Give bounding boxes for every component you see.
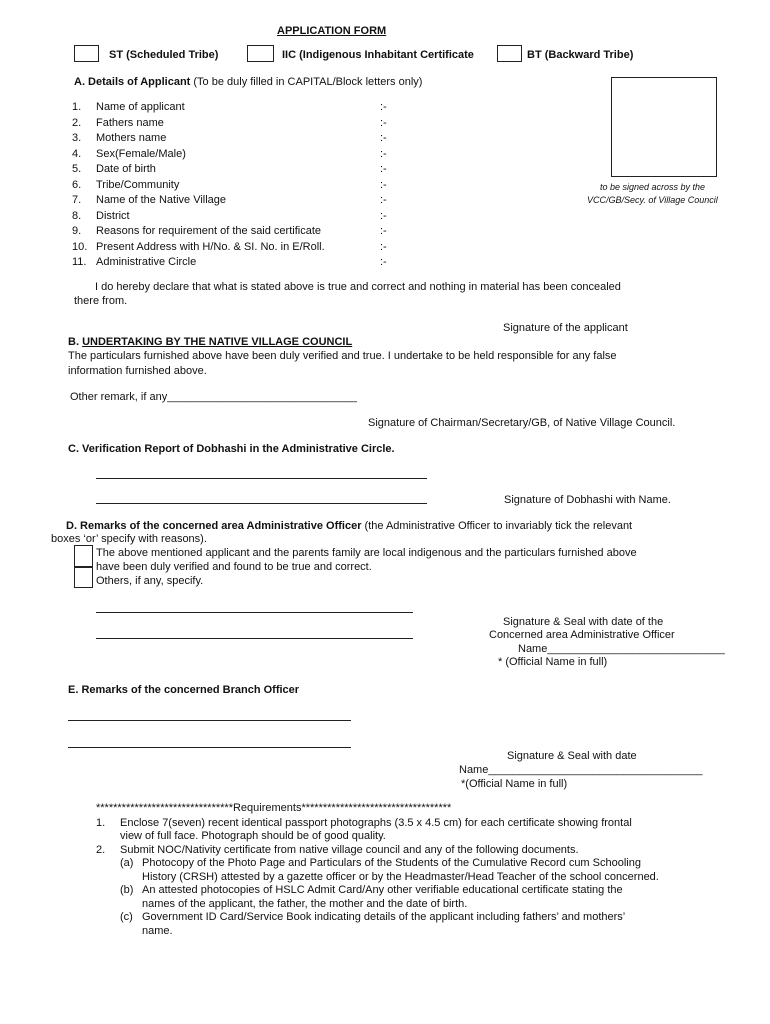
officer-name-field[interactable]: Name_____________________________ — [518, 643, 725, 655]
field-num: 7. — [72, 194, 82, 206]
field-num: 5. — [72, 163, 82, 175]
branch-remark-line-2[interactable] — [68, 747, 351, 748]
field-num: 8. — [72, 209, 82, 222]
field-sep: :- — [380, 209, 387, 222]
field-row[interactable] — [72, 101, 387, 117]
req-b-num: (b) — [120, 884, 134, 896]
section-c-heading: C. Verification Report of Dobhashi in the Administrative Circle. — [68, 443, 395, 455]
req-a-num: (a) — [120, 857, 134, 869]
st-label: ST (Scheduled Tribe) — [109, 49, 219, 61]
section-b-heading — [68, 336, 352, 349]
section-e-heading: E. Remarks of the concerned Branch Officer — [68, 684, 300, 696]
others-checkbox[interactable] — [74, 567, 93, 588]
st-checkbox[interactable] — [74, 45, 99, 62]
field-row[interactable] — [72, 148, 387, 164]
verified-option-line-1: The above mentioned applicant and the parents family are local indigenous and the particulars furnished above — [96, 547, 637, 559]
bt-checkbox[interactable] — [497, 45, 522, 62]
section-d-title: D. Remarks of the concerned area Administrative Officer — [66, 520, 362, 532]
officer-name-note: * (Official Name in full) — [498, 656, 608, 668]
branch-name-field[interactable]: Name___________________________________ — [459, 764, 703, 776]
field-row[interactable] — [72, 210, 387, 226]
field-num: 4. — [72, 147, 82, 160]
req-a-line-1: Photocopy of the Photo Page and Particulars of the Students of the Cumulative Record cum Schooling — [142, 857, 641, 869]
iic-checkbox[interactable] — [247, 45, 274, 62]
req-2-num: 2. — [96, 844, 106, 856]
field-num: 2. — [72, 116, 82, 129]
verified-option-line-2: have been duly verified and found to be true and correct. — [96, 561, 372, 573]
field-label: Fathers name — [96, 116, 164, 129]
field-label: Administrative Circle — [96, 256, 197, 268]
field-row[interactable] — [72, 194, 387, 210]
undertaking-line-2: information furnished above. — [68, 365, 207, 377]
req-a-line-2: History (CRSH) attested by a gazette officer or by the Headmaster/Head Teacher of the school concerned. — [142, 871, 659, 883]
field-num: 3. — [72, 132, 82, 144]
section-a-heading — [74, 76, 422, 89]
field-row[interactable] — [72, 163, 387, 179]
field-sep: :- — [380, 132, 387, 144]
field-row[interactable] — [72, 179, 387, 195]
field-num: 1. — [72, 101, 82, 113]
section-b-title: UNDERTAKING BY THE NATIVE VILLAGE COUNCIL — [82, 336, 353, 348]
applicant-fields — [72, 101, 387, 272]
req-b-line-1: An attested photocopies of HSLC Admit Card/Any other verifiable educational certificate stating the — [142, 884, 623, 896]
section-d-note: (the Administrative Officer to invariably tick the relevant — [361, 520, 633, 532]
undertaking-line-1: The particulars furnished above have been duly verified and true. I undertake to be held responsible for any false — [68, 350, 617, 362]
officer-remark-line-2[interactable] — [96, 638, 413, 639]
field-label: Reasons for requirement of the said certificate — [96, 225, 322, 237]
section-b-prefix: B. — [68, 336, 83, 348]
field-sep: :- — [380, 194, 387, 206]
req-c-line-2: name. — [142, 925, 173, 937]
branch-name-note: *(Official Name in full) — [461, 778, 568, 790]
declaration-line-2: there from. — [74, 295, 128, 307]
field-row[interactable] — [72, 256, 387, 272]
photo-caption-2: VCC/GB/Secy. of Village Council — [587, 195, 718, 205]
field-sep: :- — [380, 178, 387, 191]
section-a-title: A. Details of Applicant — [74, 76, 191, 88]
field-label: Mothers name — [96, 132, 167, 144]
others-option: Others, if any, specify. — [96, 575, 204, 587]
officer-remark-line-1[interactable] — [96, 612, 413, 613]
req-2-text: Submit NOC/Nativity certificate from native village council and any of the following documents. — [120, 844, 579, 856]
chairman-signature: Signature of Chairman/Secretary/GB, of Native Village Council. — [368, 417, 676, 429]
field-sep: :- — [380, 116, 387, 129]
req-1-line-1: Enclose 7(seven) recent identical passport photographs (3.5 x 4.5 cm) for each certificate showing frontal — [120, 817, 632, 829]
dobhashi-signature: Signature of Dobhashi with Name. — [504, 494, 671, 506]
field-sep: :- — [380, 163, 387, 175]
field-sep: :- — [380, 101, 387, 113]
branch-sig-line-1: Signature & Seal with date — [507, 750, 637, 762]
field-label: Name of the Native Village — [96, 194, 227, 206]
verification-line-2[interactable] — [96, 503, 427, 504]
declaration-line-1: I do hereby declare that what is stated above is true and correct and nothing in material has been concealed — [95, 281, 621, 293]
requirements-heading: ********************************Requirements*********************************** — [96, 802, 452, 814]
field-label: Tribe/Community — [96, 178, 180, 191]
section-d-heading — [66, 520, 632, 533]
field-label: District — [96, 209, 130, 222]
field-label: Sex(Female/Male) — [96, 147, 186, 160]
verified-checkbox[interactable] — [74, 545, 93, 567]
req-b-line-2: names of the applicant, the father, the mother and the date of birth. — [142, 898, 468, 910]
section-a-note: (To be duly filled in CAPITAL/Block letters only) — [190, 76, 423, 88]
page-title: APPLICATION FORM — [277, 25, 387, 37]
field-label: Name of applicant — [96, 101, 185, 113]
field-num: 11. — [72, 256, 87, 268]
req-1-line-2: view of full face. Photograph should be of good quality. — [120, 830, 386, 842]
bt-label: BT (Backward Tribe) — [527, 49, 634, 61]
field-label: Present Address with H/No. & SI. No. in E/Roll. — [96, 240, 325, 253]
applicant-signature: Signature of the applicant — [503, 322, 628, 334]
section-d-note-2: boxes ‘or’ specify with reasons). — [51, 533, 207, 545]
other-remark-field[interactable]: Other remark, if any_______________________________ — [70, 391, 357, 403]
field-row[interactable] — [72, 241, 387, 257]
field-num: 9. — [72, 225, 82, 237]
photo-caption-1: to be signed across by the — [600, 182, 706, 192]
req-c-line-1: Government ID Card/Service Book indicating details of the applicant including fathers’ and mothers’ — [142, 911, 626, 923]
officer-sig-line-2: Concerned area Administrative Officer — [489, 629, 675, 641]
field-row[interactable] — [72, 117, 387, 133]
field-sep: :- — [380, 225, 387, 237]
iic-label: IIC (Indigenous Inhabitant Certificate — [282, 49, 474, 61]
field-num: 6. — [72, 178, 82, 191]
field-sep: :- — [380, 147, 387, 160]
field-row[interactable] — [72, 225, 387, 241]
field-label: Date of birth — [96, 163, 156, 175]
req-1-num: 1. — [96, 817, 106, 829]
branch-remark-line-1[interactable] — [68, 720, 351, 721]
field-sep: :- — [380, 240, 387, 253]
officer-sig-line-1: Signature & Seal with date of the — [503, 616, 664, 628]
field-num: 10. — [72, 240, 88, 253]
field-row[interactable] — [72, 132, 387, 148]
verification-line-1[interactable] — [96, 478, 427, 479]
req-c-num: (c) — [120, 911, 133, 923]
photo-box[interactable] — [611, 77, 717, 177]
field-sep: :- — [380, 256, 387, 268]
